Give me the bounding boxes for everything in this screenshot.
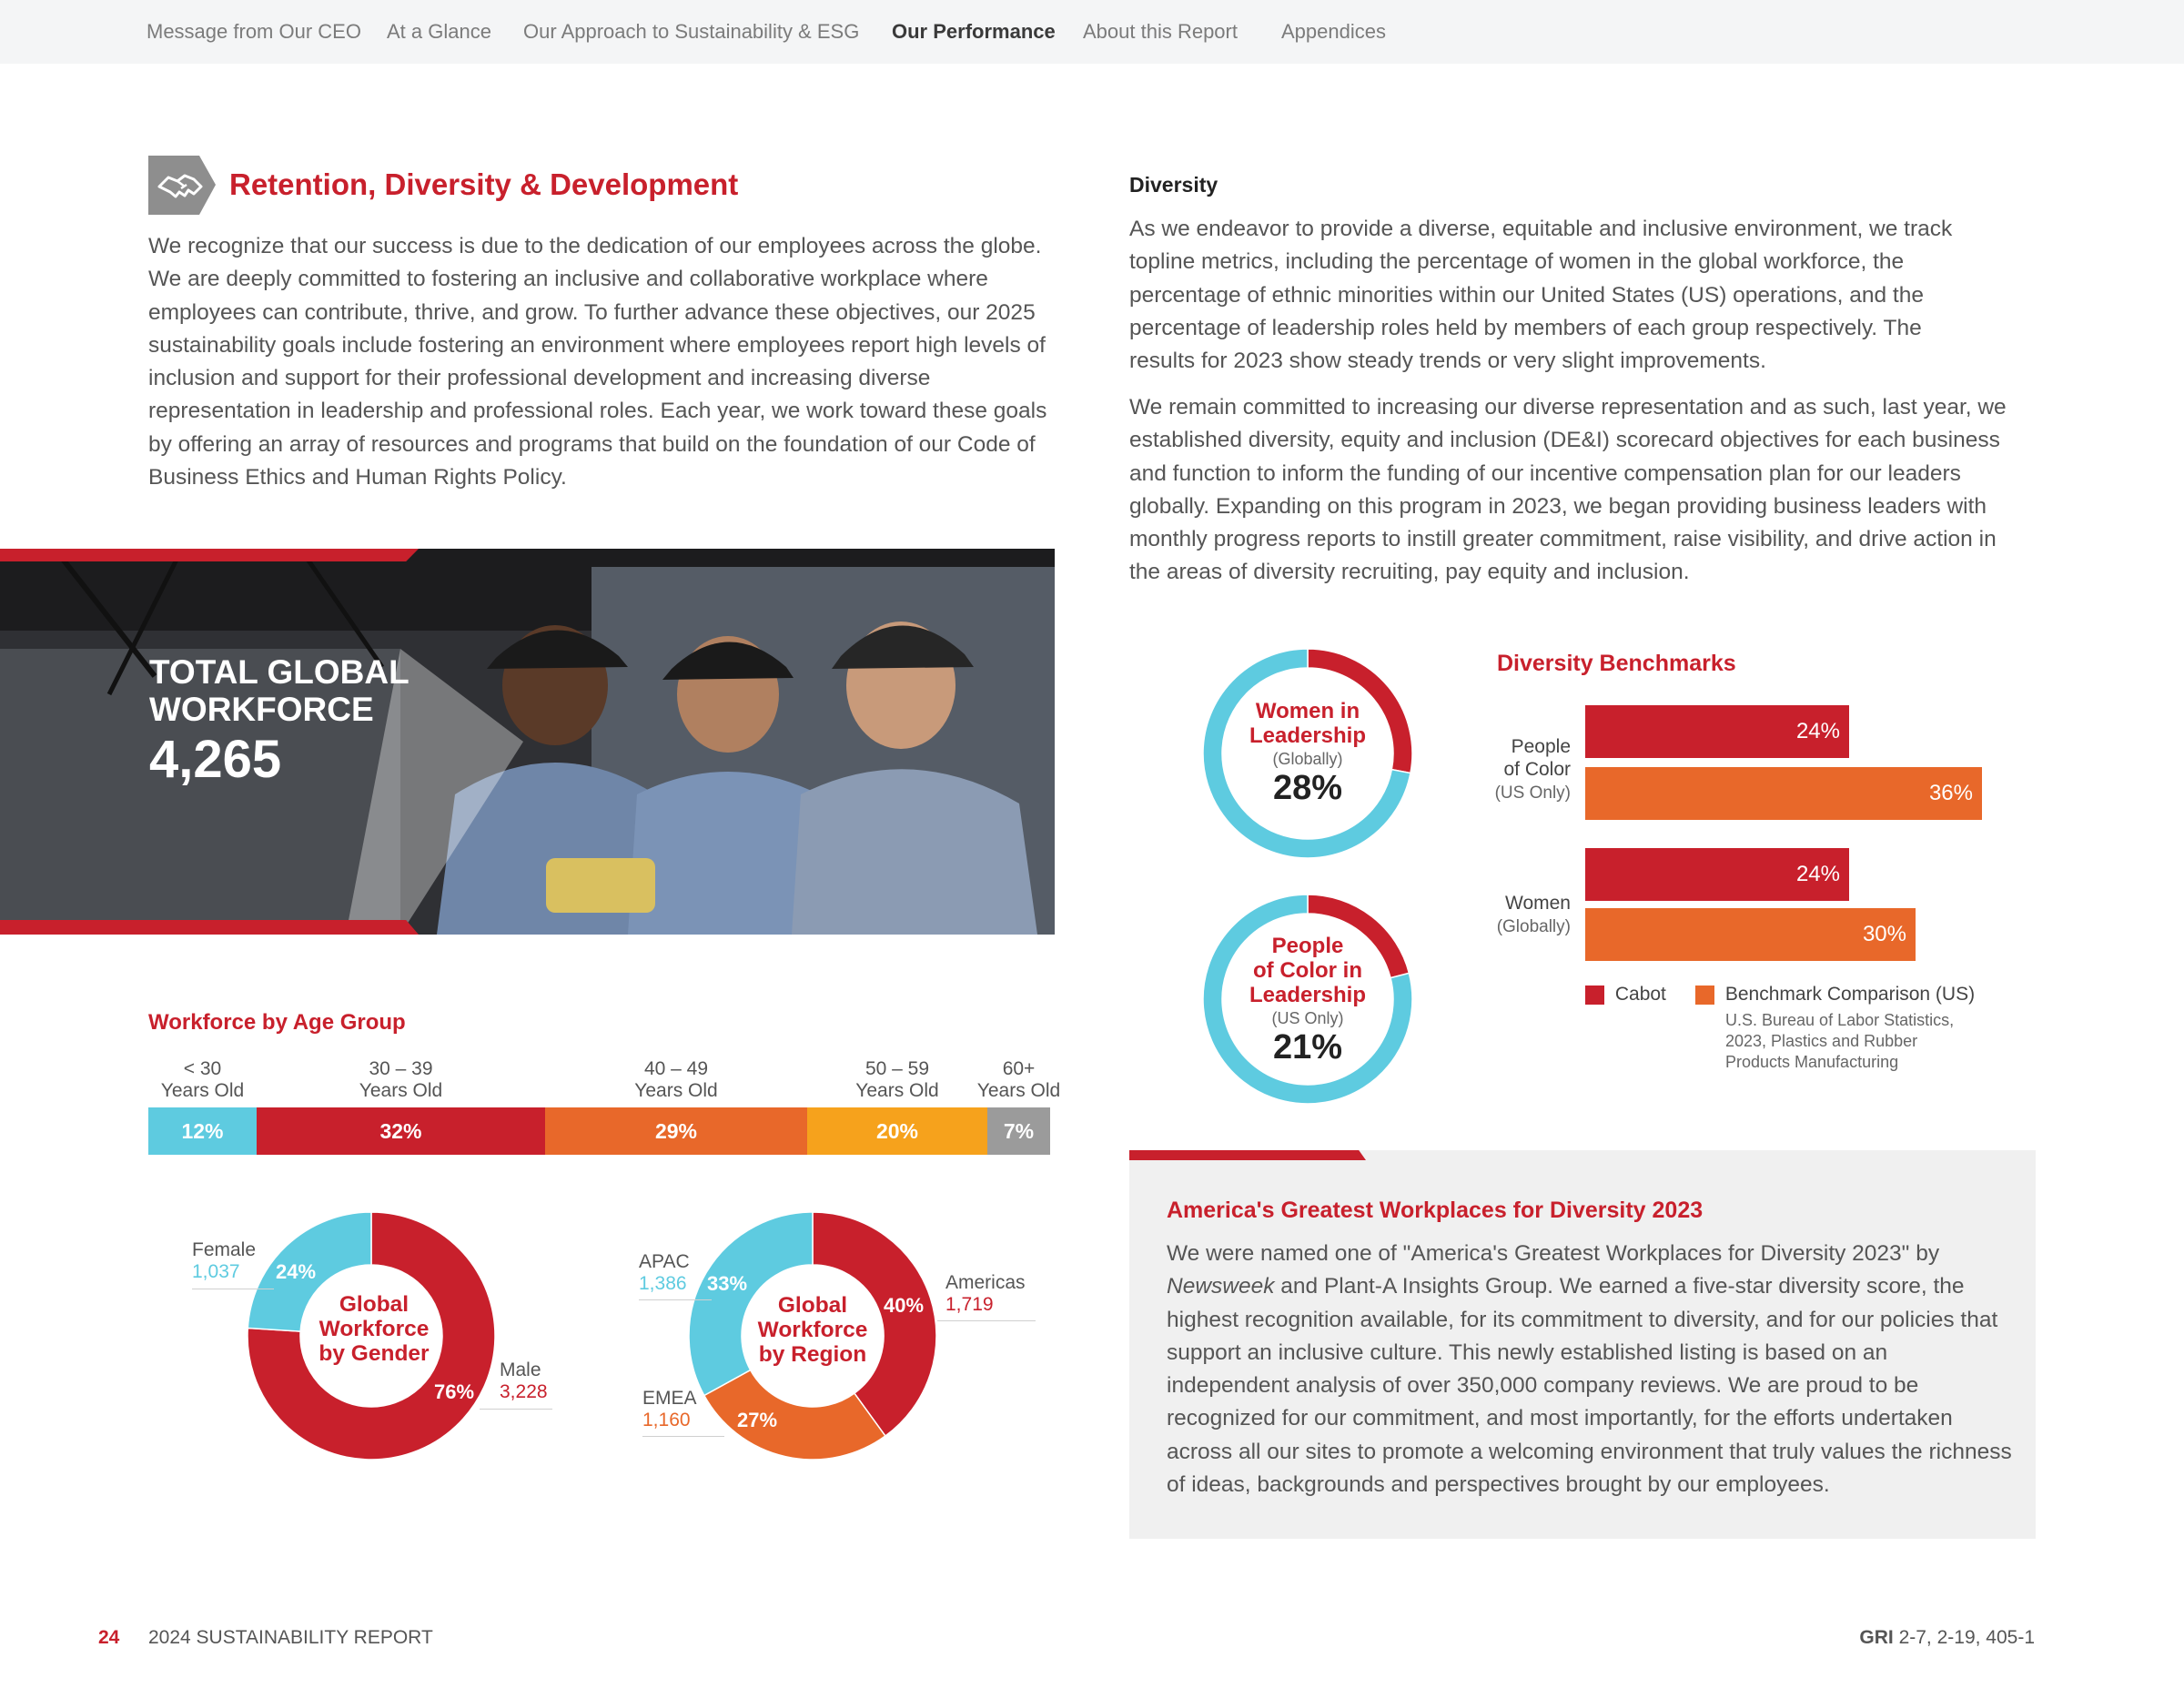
emea-label: EMEA (642, 1388, 697, 1409)
women-leadership-line1: Women in (1255, 699, 1360, 723)
page-number: 24 (98, 1627, 120, 1648)
region-donut-slice (704, 1370, 885, 1460)
diversity-heading: Diversity (1129, 173, 1218, 197)
region-title-line3: by Region (758, 1342, 867, 1367)
award-callout-box (1129, 1150, 2036, 1539)
benchmark-source-line1: U.S. Bureau of Labor Statistics, (1725, 1011, 1955, 1029)
legend-cabot (1585, 984, 1666, 1006)
bench-women-line1: Women (1505, 893, 1571, 914)
nav-item-at-a-glance[interactable]: At a Glance (387, 20, 491, 43)
poc-leadership-line1: People (1271, 934, 1344, 958)
nav-item-appendices[interactable]: Appendices (1281, 20, 1386, 43)
emea-leader-line (642, 1436, 724, 1437)
gri-codes: 2-7, 2-19, 405-1 (1893, 1627, 2035, 1648)
age-category-suffix: Years Old (160, 1080, 245, 1101)
women-leadership-sub: (Globally) (1272, 750, 1343, 768)
legend-benchmark (1695, 984, 1975, 1006)
gri-reference (1859, 1627, 2035, 1649)
age-category-range: < 30 (183, 1058, 222, 1079)
region-donut-title (722, 1293, 904, 1367)
legend-cabot-swatch (1585, 986, 1604, 1005)
award-red-tab (1129, 1150, 1366, 1160)
apac-pct: 33% (707, 1272, 748, 1295)
age-bar-category-label (603, 1058, 749, 1102)
gri-label: GRI (1859, 1627, 1894, 1648)
americas-callout (945, 1272, 1026, 1316)
male-label: Male (500, 1359, 541, 1380)
nav-item-about-report[interactable]: About this Report (1083, 20, 1238, 43)
region-title-line1: Global (777, 1293, 848, 1318)
female-callout (192, 1239, 256, 1283)
gender-title-line3: by Gender (318, 1341, 430, 1366)
age-bar-category-label (130, 1058, 276, 1102)
emea-pct: 27% (737, 1409, 778, 1431)
americas-pct: 40% (884, 1294, 925, 1317)
nav-item-our-performance[interactable]: Our Performance (892, 20, 1056, 43)
award-text-italic: Newsweek (1167, 1274, 1275, 1299)
nav-item-ceo-message[interactable]: Message from Our CEO (147, 20, 361, 43)
age-category-range: 50 – 59 (864, 1058, 930, 1079)
age-category-suffix: Years Old (634, 1080, 718, 1101)
female-count: 1,037 (192, 1261, 240, 1282)
age-bar-segment: 29% (545, 1107, 807, 1155)
legend-cabot-label: Cabot (1614, 984, 1666, 1005)
male-count: 3,228 (500, 1381, 548, 1402)
age-bar-segment: 12% (148, 1107, 257, 1155)
age-bar-segment: 32% (257, 1107, 545, 1155)
age-category-range: 60+ (1002, 1058, 1036, 1079)
award-text-a: We were named one of "America's Greatest Workplaces for Diversity 2023" by (1167, 1241, 1940, 1266)
age-group-title: Workforce by Age Group (148, 1010, 406, 1035)
bench-poc-sub: (US Only) (1494, 783, 1571, 803)
benchmark-bar: 30% (1585, 908, 1916, 961)
award-text-b: and Plant-A Insights Group. We earned a five-star diversity score, the highest recognition available, for its commitment to diversity, and for our policies that support an inclusive culture. This newly established listing is based on an independent analysis of over 350,000 company reviews. We are proud to be recognized for our commitment, and most importantly, for the efforts undertaken across all our sites to promote a welcoming environment that truly values the richness of ideas, backgrounds and perspectives brought by our employees. (1167, 1274, 2012, 1498)
women-leadership-pct: 28% (1272, 769, 1343, 807)
legend-benchmark-label: Benchmark Comparison (US) (1724, 984, 1976, 1005)
age-bar-segment: 7% (987, 1107, 1050, 1155)
male-callout (500, 1359, 548, 1403)
benchmark-source-line2: 2023, Plastics and Rubber (1725, 1032, 1918, 1050)
male-leader-line (480, 1409, 552, 1410)
age-bar-segment: 20% (807, 1107, 987, 1155)
age-category-suffix: Years Old (855, 1080, 939, 1101)
americas-leader-line (937, 1320, 1036, 1321)
gender-title-line2: Workforce (318, 1317, 430, 1341)
hero-label-line1: TOTAL GLOBAL (149, 653, 410, 691)
bench-women-sub: (Globally) (1496, 917, 1571, 936)
poc-leadership-pct: 21% (1272, 1028, 1343, 1066)
women-leadership-line2: Leadership (1249, 723, 1367, 748)
apac-leader-line (639, 1299, 712, 1300)
gender-donut-title (283, 1292, 465, 1366)
hero-workforce-total: 4,265 (149, 730, 282, 789)
benchmark-bar: 36% (1585, 767, 1982, 820)
emea-callout (642, 1388, 697, 1431)
benchmark-bar: 24% (1585, 848, 1849, 901)
bench-women-label (1420, 892, 1571, 938)
hero-red-stripe-top (0, 549, 419, 561)
benchmark-source-line3: Products Manufacturing (1725, 1053, 1899, 1071)
retention-title: Retention, Diversity & Development (229, 167, 739, 201)
apac-count: 1,386 (639, 1273, 687, 1294)
male-pct: 76% (434, 1380, 475, 1403)
benchmark-bar: 24% (1585, 705, 1849, 758)
award-body (1167, 1238, 2013, 1501)
age-category-range: 40 – 49 (643, 1058, 709, 1079)
retention-body: We recognize that our success is due to the dedication of our employees across the globe. We are deeply committed to fostering an inclusive and collaborative workplace where employees can contribute, thrive, and grow. To further advance these objectives, our 2025 sustainability goals include fostering an environment where employees report high levels of inclusion and support for their professional development and increasing diverse representation in leadership and professional roles. Each year, we work toward these goals by offering an array of resources and programs that build on the foundation of our Code of Business Ethics and Human Rights Policy. (148, 234, 1047, 490)
award-title: America's Greatest Workplaces for Diversity 2023 (1167, 1198, 1704, 1223)
apac-callout (639, 1251, 690, 1295)
age-category-range: 30 – 39 (369, 1058, 433, 1079)
handshake-icon (148, 156, 216, 215)
diversity-paragraph-2: We remain committed to increasing our diverse representation and as such, last year, we established diversity, equity and inclusion (DE&I) scorecard objectives for each business and function to inform the funding of our incentive compensation plan for our leaders globally. Expanding on this program in 2023, we began providing business leaders with monthly progress reports to instill greater commitment, raise visibility, and drive action in the areas of diversity recruiting, pay equity and inclusion. (1129, 395, 2007, 585)
female-label: Female (192, 1239, 257, 1260)
poc-leadership-line2: of Color in (1253, 958, 1362, 983)
emea-count: 1,160 (642, 1410, 691, 1430)
poc-leadership-label (1217, 934, 1399, 1066)
age-category-suffix: Years Old (359, 1080, 443, 1101)
legend-benchmark-swatch (1695, 986, 1714, 1005)
age-bar-category-label (329, 1058, 474, 1102)
americas-label: Americas (945, 1272, 1026, 1293)
report-name: 2024 SUSTAINABILITY REPORT (148, 1627, 433, 1648)
bench-poc-line2: of Color (1503, 759, 1571, 780)
region-title-line2: Workforce (757, 1318, 868, 1342)
hero-photo (0, 549, 1055, 935)
bench-poc-line1: People (1511, 736, 1571, 757)
hero-red-stripe-bottom (0, 920, 419, 935)
poc-leadership-sub: (US Only) (1271, 1009, 1344, 1027)
nav-item-approach[interactable]: Our Approach to Sustainability & ESG (523, 20, 860, 43)
benchmarks-title: Diversity Benchmarks (1497, 651, 1736, 676)
diversity-paragraph-1: As we endeavor to provide a diverse, equitable and inclusive environment, we track topline metrics, including the percentage of women in the global workforce, the percentage of ethnic minorities within our United States (US) operations, and the percentage of leadership roles held by members of each group respectively. The results for 2023 show steady trends or very slight improvements. (1129, 217, 1953, 374)
benchmark-source (1725, 1010, 1954, 1073)
women-leadership-label (1217, 699, 1399, 806)
bench-poc-label (1420, 735, 1571, 804)
top-navigation (0, 0, 2184, 64)
hero-label-line2: WORKFORCE (149, 691, 374, 728)
americas-count: 1,719 (945, 1294, 994, 1315)
female-pct: 24% (276, 1260, 317, 1283)
poc-leadership-line3: Leadership (1249, 983, 1367, 1007)
age-bar-category-label (946, 1058, 1092, 1102)
gender-title-line1: Global (339, 1292, 410, 1317)
age-category-suffix: Years Old (976, 1080, 1061, 1101)
apac-label: APAC (639, 1251, 690, 1272)
